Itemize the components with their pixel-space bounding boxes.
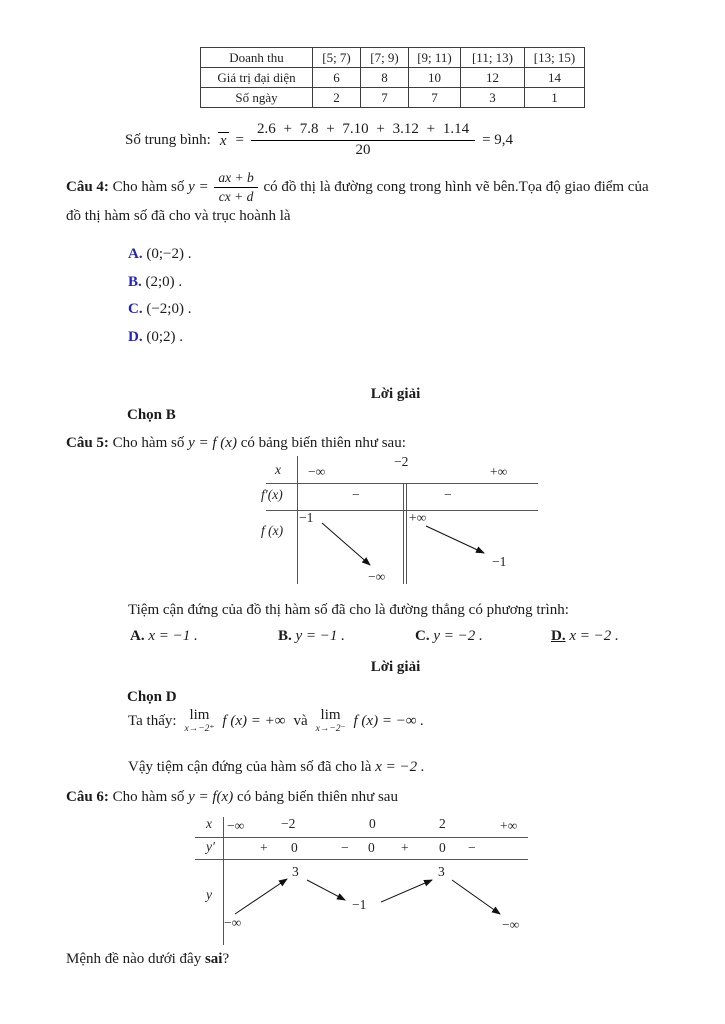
fraction-denominator: 20 — [355, 142, 371, 158]
option-b — [278, 628, 415, 645]
question-text: Mệnh đề nào dưới đây — [66, 951, 202, 967]
y-value: −1 — [352, 897, 367, 912]
chosen-answer-q5: Chọn D — [127, 689, 177, 705]
question-6-label: Câu 6: — [66, 789, 109, 805]
yprime-row-label: y′ — [206, 839, 215, 854]
solution-heading-q4: Lời giải — [370, 386, 421, 402]
option-c-value: (−2;0) . — [146, 301, 192, 317]
f-value: +∞ — [409, 510, 427, 525]
f-value: −1 — [492, 554, 507, 569]
x-value: +∞ — [500, 818, 518, 833]
fraction-numerator: 2.6 + 7.8 + 7.10 + 3.12 + 1.14 — [251, 121, 475, 141]
option-a — [130, 628, 278, 645]
derivative-sign: − — [444, 487, 452, 502]
question-4-label: Câu 4: — [66, 179, 109, 196]
question-5-text: có bảng biến thiên như sau: — [240, 435, 406, 451]
option-a — [128, 241, 191, 269]
f-value: −1 — [299, 510, 314, 525]
variation-table-q5 — [258, 452, 540, 592]
x-value: +∞ — [490, 464, 508, 479]
row-header: Số ngày — [201, 88, 313, 108]
variation-table-q6 — [195, 812, 540, 948]
derivative-sign: + — [260, 840, 268, 855]
table-cell: 7 — [409, 88, 461, 108]
function-expression: y = f(x) — [188, 789, 234, 805]
option-d — [551, 628, 619, 645]
table-cell: 6 — [313, 68, 361, 88]
x-value: −∞ — [308, 464, 326, 479]
mean-fraction — [251, 121, 475, 159]
option-d-letter: D. — [551, 628, 566, 644]
table-cell: [7; 9) — [361, 48, 409, 68]
question-5-label: Câu 5: — [66, 435, 109, 451]
solution-conclusion — [128, 756, 425, 779]
x-value: 0 — [369, 816, 376, 831]
table-cell: 10 — [409, 68, 461, 88]
function-lhs: y = — [188, 179, 209, 196]
x-value: −∞ — [227, 818, 245, 833]
derivative-sign: 0 — [368, 840, 375, 855]
x-row-label: x — [275, 462, 281, 477]
limit-2 — [316, 708, 346, 735]
row-header: Doanh thu — [201, 48, 313, 68]
question-6-intro: Cho hàm số — [112, 789, 185, 805]
conclusion-text: Vậy tiệm cận đứng của hàm số đã cho là — [128, 759, 372, 775]
equals-sign: = — [235, 131, 244, 148]
table-cell: 14 — [525, 68, 585, 88]
option-b — [128, 269, 191, 297]
lim-operator: lim — [189, 707, 210, 723]
limit-2-expression: f (x) = −∞ . — [353, 712, 425, 729]
solution-heading-q5: Lời giải — [370, 659, 421, 675]
table-row — [201, 68, 585, 88]
option-d-value: (0;2) . — [146, 328, 184, 345]
mean-result: = 9,4 — [482, 131, 514, 148]
question-mark: ? — [222, 951, 230, 967]
option-c-letter: C. — [128, 301, 143, 317]
question-4-options — [128, 241, 191, 351]
function-fraction — [214, 170, 257, 205]
table-row — [201, 48, 585, 68]
table-cell: [13; 15) — [525, 48, 585, 68]
fprime-row-label: f′(x) — [261, 487, 283, 502]
fraction-numerator: ax + b — [214, 170, 257, 188]
option-b-value: y = −1 . — [295, 628, 345, 644]
y-value: −∞ — [224, 915, 242, 930]
table-cell: 7 — [361, 88, 409, 108]
lim-subscript: x→−2⁺ — [184, 724, 215, 734]
x-value: 2 — [439, 816, 446, 831]
table-cell: [11; 13) — [461, 48, 525, 68]
f-row-label: f (x) — [261, 523, 284, 538]
mean-label: Số trung bình: — [125, 131, 211, 148]
table-cell: [9; 11) — [409, 48, 461, 68]
x-row-label: x — [206, 816, 212, 831]
option-d-letter: D. — [128, 328, 143, 345]
y-value: 3 — [438, 864, 445, 879]
lim-subscript: x→−2⁻ — [315, 724, 346, 734]
question-bold-word: sai — [204, 951, 223, 967]
question-6-question — [66, 948, 229, 971]
x-value: −2 — [281, 816, 296, 831]
option-b-value: (2;0) . — [145, 273, 183, 290]
table-row — [201, 88, 585, 108]
fraction-denominator: cx + d — [218, 189, 254, 205]
mean-formula — [125, 116, 513, 164]
y-value: −∞ — [502, 917, 520, 932]
lim-operator: lim — [320, 707, 341, 723]
variation-arrows — [195, 812, 540, 948]
derivative-sign: − — [352, 487, 360, 502]
table-cell: 12 — [461, 68, 525, 88]
table-cell: 8 — [361, 68, 409, 88]
option-b-letter: B. — [128, 273, 142, 290]
conclusion-math: x = −2 . — [375, 759, 425, 775]
option-a-value: (0;−2) . — [146, 246, 192, 262]
option-c — [128, 296, 191, 324]
y-row-label: y — [206, 887, 212, 902]
limit-1-expression: f (x) = +∞ — [222, 712, 286, 729]
derivative-sign: + — [401, 840, 409, 855]
table-cell: 3 — [461, 88, 525, 108]
y-value: 3 — [292, 864, 299, 879]
limit-1 — [185, 708, 215, 735]
question-4-intro: Cho hàm số — [112, 179, 185, 196]
option-c-value: y = −2 . — [433, 628, 483, 644]
question-6-text: có bảng biến thiên như sau — [236, 789, 398, 805]
revenue-frequency-table — [200, 47, 585, 108]
variation-arrows — [258, 452, 540, 592]
option-a-letter: A. — [128, 246, 143, 262]
derivative-sign: 0 — [291, 840, 298, 855]
option-d-value: x = −2 . — [569, 628, 619, 644]
question-6-statement — [66, 786, 398, 809]
row-header: Giá trị đại diện — [201, 68, 313, 88]
x-bar-symbol: x — [219, 132, 227, 149]
question-4-statement — [66, 170, 667, 228]
option-d — [128, 324, 191, 352]
chosen-answer-q4: Chọn B — [127, 407, 176, 423]
table-cell: 1 — [525, 88, 585, 108]
question-4-text: có đồ thị là đường cong trong hình vẽ bên.Tọa độ giao điểm của đồ thị hàm số đã cho và trục hoành là — [66, 179, 649, 225]
option-a-value: x = −1 . — [148, 628, 198, 644]
x-value: −2 — [394, 454, 409, 469]
question-5-intro: Cho hàm số — [112, 435, 185, 451]
derivative-sign: 0 — [439, 840, 446, 855]
and-word: và — [293, 712, 308, 729]
option-c — [415, 628, 551, 645]
function-expression: y = f (x) — [188, 435, 237, 451]
derivative-sign: − — [468, 840, 476, 855]
option-a-letter: A. — [130, 628, 145, 644]
table-cell: 2 — [313, 88, 361, 108]
derivative-sign: − — [341, 840, 349, 855]
observe-label: Ta thấy: — [128, 712, 177, 729]
option-c-letter: C. — [415, 628, 430, 644]
question-5-question: Tiệm cận đứng của đồ thị hàm số đã cho là đường thẳng có phương trình: — [128, 602, 569, 618]
table-cell: [5; 7) — [313, 48, 361, 68]
question-5-options — [130, 628, 619, 645]
f-value: −∞ — [368, 569, 386, 584]
solution-limits-line — [128, 708, 424, 735]
option-b-letter: B. — [278, 628, 292, 644]
